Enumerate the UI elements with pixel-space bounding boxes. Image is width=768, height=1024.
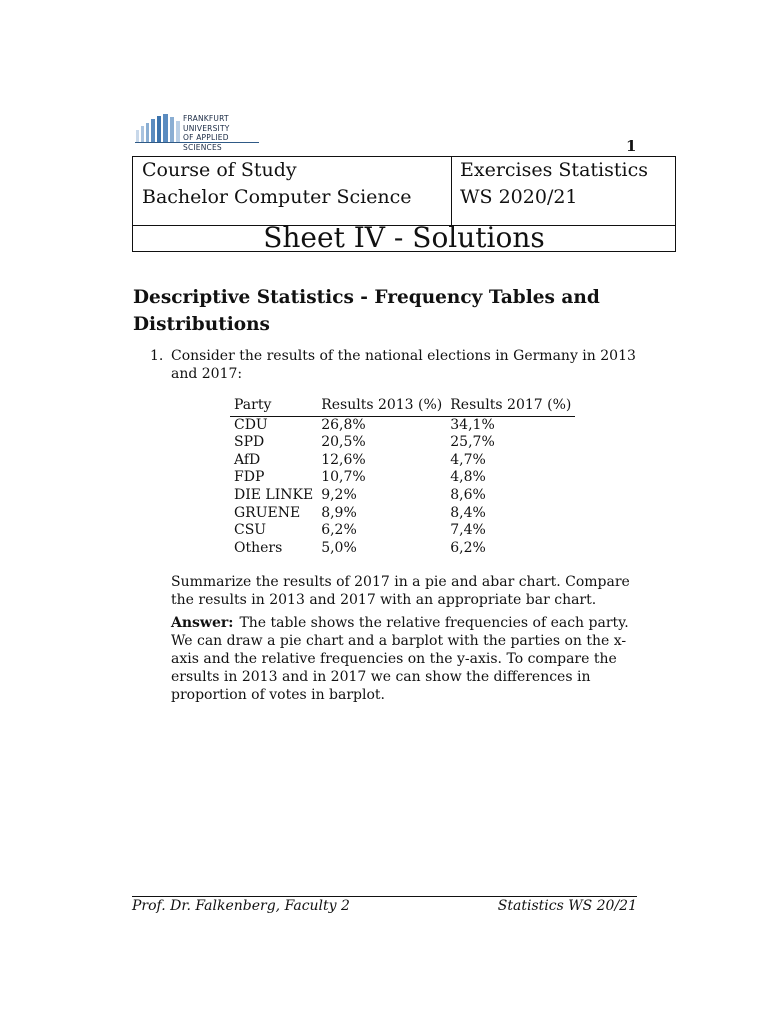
column-header-2017: Results 2017 (%): [446, 397, 575, 416]
party-cell: CDU: [234, 416, 268, 433]
result-2013-cell: 26,8%: [321, 416, 366, 433]
party-cell: Others: [234, 539, 283, 556]
header-box: [132, 156, 676, 252]
logo-bars-icon: [135, 114, 183, 142]
course-value: Bachelor Computer Science: [142, 186, 412, 208]
party-cell: CSU: [234, 522, 267, 539]
logo-line-1: FRANKFURT: [183, 114, 229, 123]
result-2017-cell: 4,7%: [450, 451, 486, 468]
column-header-2013: Results 2013 (%): [317, 397, 446, 416]
course-of-study-cell: [142, 157, 412, 211]
logo-line-3: OF APPLIED SCIENCES: [183, 133, 229, 152]
result-2013-cell: 20,5%: [321, 434, 366, 451]
exercises-cell: [460, 157, 648, 211]
table-row: [230, 452, 575, 470]
semester-value: WS 2020/21: [460, 186, 578, 208]
result-2013-cell: 12,6%: [321, 451, 366, 468]
election-results-table: [230, 397, 575, 557]
page-number: 1: [626, 137, 637, 155]
answer-paragraph: [171, 614, 637, 704]
header-divider-vertical: [451, 157, 452, 225]
party-cell: DIE LINKE: [234, 486, 314, 503]
answer-label: Answer:: [171, 615, 234, 631]
section-heading: Descriptive Statistics - Frequency Tables and Distributions: [133, 287, 600, 335]
footer-course: Statistics WS 20/21: [497, 898, 637, 914]
party-cell: AfD: [234, 451, 261, 468]
result-2017-cell: 34,1%: [450, 416, 495, 433]
exercises-label: Exercises Statistics: [460, 159, 648, 181]
result-2013-cell: 10,7%: [321, 469, 366, 486]
result-2013-cell: 6,2%: [321, 522, 357, 539]
column-header-party: Party: [230, 397, 317, 416]
exercise-task: Summarize the results of 2017 in a pie and abar chart. Compare the results in 2013 and 2017 with an appropriate bar chart.: [171, 574, 630, 608]
logo-underline: [135, 142, 259, 143]
exercise-intro: Consider the results of the national elections in Germany in 2013 and 2017:: [171, 348, 636, 382]
result-2017-cell: 8,6%: [450, 486, 486, 503]
table-row: [230, 434, 575, 452]
result-2013-cell: 5,0%: [321, 539, 357, 556]
footer-author: Prof. Dr. Falkenberg, Faculty 2: [132, 898, 350, 914]
result-2013-cell: 8,9%: [321, 504, 357, 521]
result-2017-cell: 6,2%: [450, 539, 486, 556]
party-cell: FDP: [234, 469, 265, 486]
university-logo: [135, 114, 265, 154]
party-cell: SPD: [234, 434, 265, 451]
table-row: [230, 540, 575, 558]
answer-text: The table shows the relative frequencies of each party. We can draw a pie chart and a barplot with the parties on the x-axis and the relative frequencies on the y-axis. To compare the ersults in 2013 and in 2017 we can show the differences in proportion of votes in barplot.: [171, 615, 629, 703]
logo-text: [183, 114, 265, 152]
table-row: [230, 416, 575, 434]
result-2017-cell: 4,8%: [450, 469, 486, 486]
result-2017-cell: 25,7%: [450, 434, 495, 451]
table-row: [230, 522, 575, 540]
table-row: [230, 487, 575, 505]
table-row: [230, 505, 575, 523]
result-2013-cell: 9,2%: [321, 486, 357, 503]
sheet-title: Sheet IV - Solutions: [263, 221, 545, 254]
table-row: [230, 469, 575, 487]
logo-line-2: UNIVERSITY: [183, 123, 230, 133]
party-cell: GRUENE: [234, 504, 301, 521]
table-header-row: [230, 397, 575, 416]
result-2017-cell: 7,4%: [450, 522, 486, 539]
course-label: Course of Study: [142, 159, 297, 181]
exercise-number: 1.: [150, 348, 164, 364]
result-2017-cell: 8,4%: [450, 504, 486, 521]
